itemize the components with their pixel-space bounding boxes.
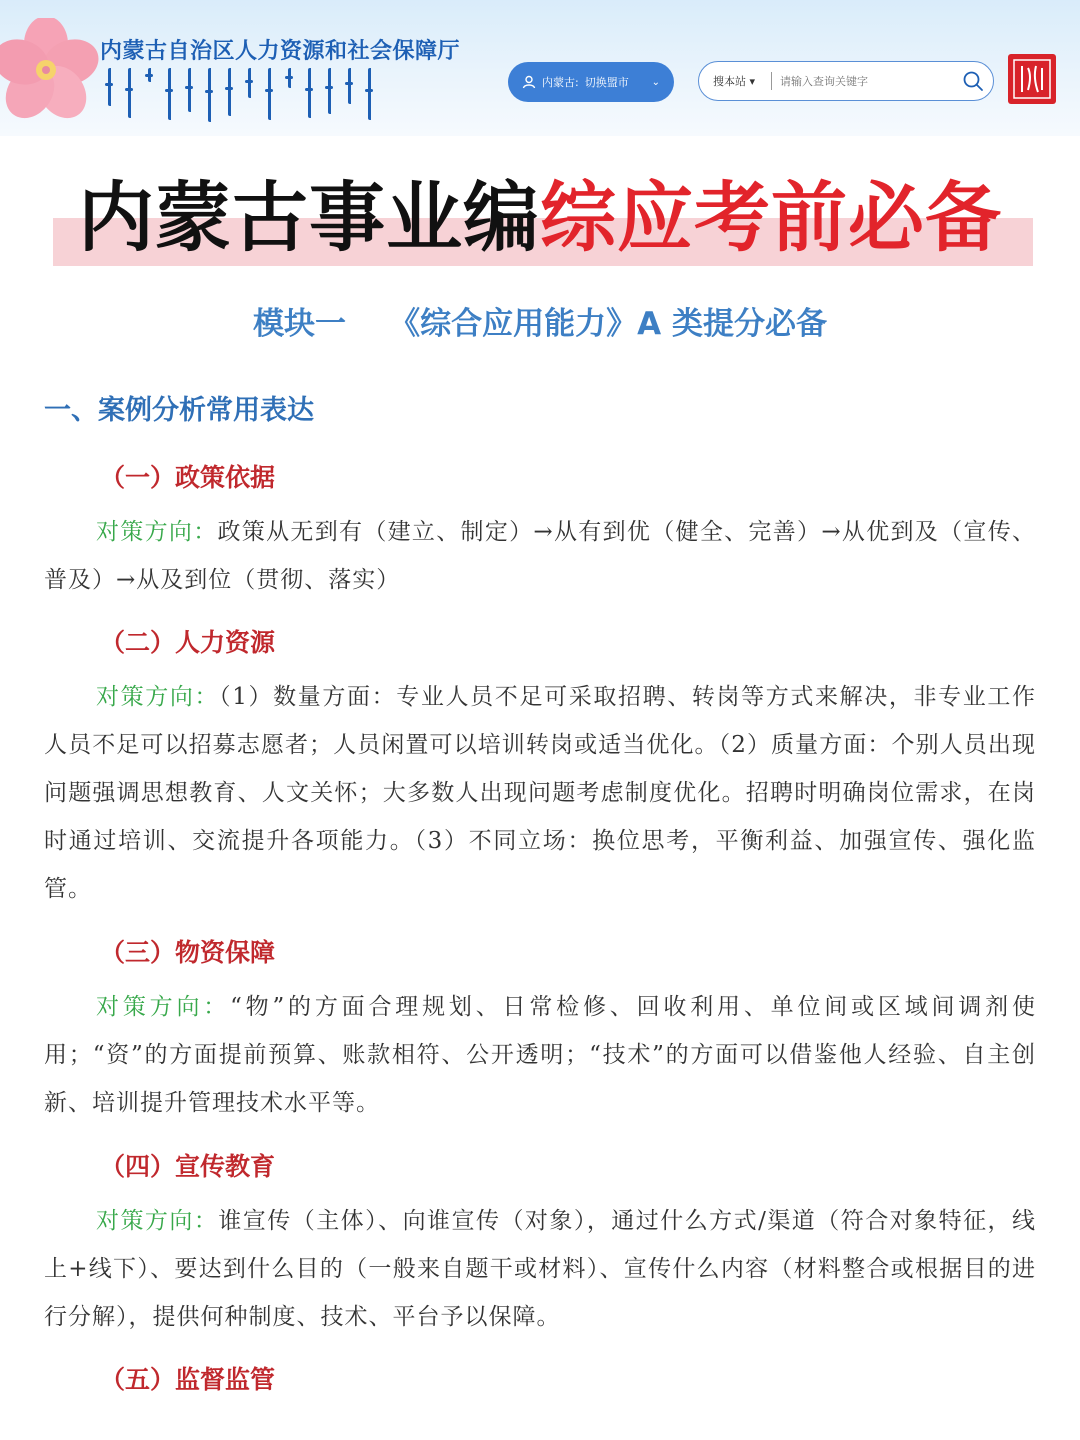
- headline-part1: 内蒙古事业编: [78, 173, 540, 262]
- headline-part2: 综应考前必备: [540, 173, 1002, 262]
- subsection-paragraph: [44, 983, 1036, 1127]
- strategy-label: 对策方向：: [96, 1208, 219, 1234]
- section-title: 一、案例分析常用表达: [44, 395, 314, 426]
- search-icon[interactable]: [953, 61, 993, 101]
- subsection-title: （三）物资保障: [100, 938, 276, 967]
- paragraph-text: 政策从无到有（建立、制定）→从有到优（健全、完善）→从优到及（宣传、普及）→从及到位（贯彻、落实）: [44, 519, 1037, 593]
- subsection-title: （五）监督监管: [100, 1365, 276, 1394]
- subsection-title: （四）宣传教育: [100, 1152, 276, 1181]
- seal-stamp-icon: [1008, 54, 1056, 104]
- strategy-label: 对策方向：: [96, 519, 218, 545]
- strategy-label: 对策方向：: [96, 994, 231, 1020]
- module-title: 模块一 《综合应用能力》A 类提分必备: [253, 306, 827, 342]
- headline: [0, 168, 1080, 268]
- flower-logo-icon: [0, 18, 104, 128]
- subsection-title: （一）政策依据: [100, 463, 276, 492]
- paragraph-text: “物”的方面合理规划、日常检修、回收利用、单位间或区域间调剂使用；“资”的方面提前预算、账款相符、公开透明；“技术”的方面可以借鉴他人经验、自主创新、培训提升管理技术水平等。: [44, 994, 1036, 1116]
- mongolian-script-title: [108, 68, 488, 128]
- subsection-paragraph: [44, 508, 1036, 604]
- user-icon: [522, 75, 536, 89]
- subsection-title: （二）人力资源: [100, 628, 276, 657]
- region-action: 切换盟市: [584, 76, 629, 89]
- region-label: 内蒙古:: [542, 76, 579, 89]
- paragraph-text: 谁宣传（主体）、向谁宣传（对象），通过什么方式/渠道（符合对象特征，线上+线下）、要达到什么目的（一般来自题干或材料）、宣传什么内容（材料整合或根据目的进行分解），提供何种制度、技术、平台予以保障。: [44, 1208, 1037, 1330]
- strategy-label: 对策方向：: [96, 684, 220, 710]
- site-title[interactable]: 内蒙古自治区人力资源和社会保障厅: [100, 39, 461, 64]
- chevron-down-icon: ⌄: [651, 76, 660, 88]
- region-switcher-button[interactable]: [508, 62, 674, 102]
- search-divider: [771, 72, 772, 90]
- subsection-paragraph: [44, 673, 1036, 913]
- paragraph-text: （1）数量方面：专业人员不足可采取招聘、转岗等方式来解决，非专业工作人员不足可以招募志愿者；人员闲置可以培训转岗或适当优化。（2）质量方面：个别人员出现问题强调思想教育、人文关怀；大多数人出现问题考虑制度优化。招聘时明确岗位需求，在岗时通过培训、交流提升各项能力。（3）不同立场：换位思考，平衡利益、加强宣传、强化监管。: [44, 684, 1036, 902]
- search-scope-dropdown[interactable]: 搜本站 ▾: [713, 75, 756, 88]
- search-input[interactable]: [780, 75, 953, 88]
- site-header-banner: [0, 0, 1080, 136]
- subsection-paragraph: [44, 1197, 1036, 1341]
- search-bar: [698, 61, 994, 101]
